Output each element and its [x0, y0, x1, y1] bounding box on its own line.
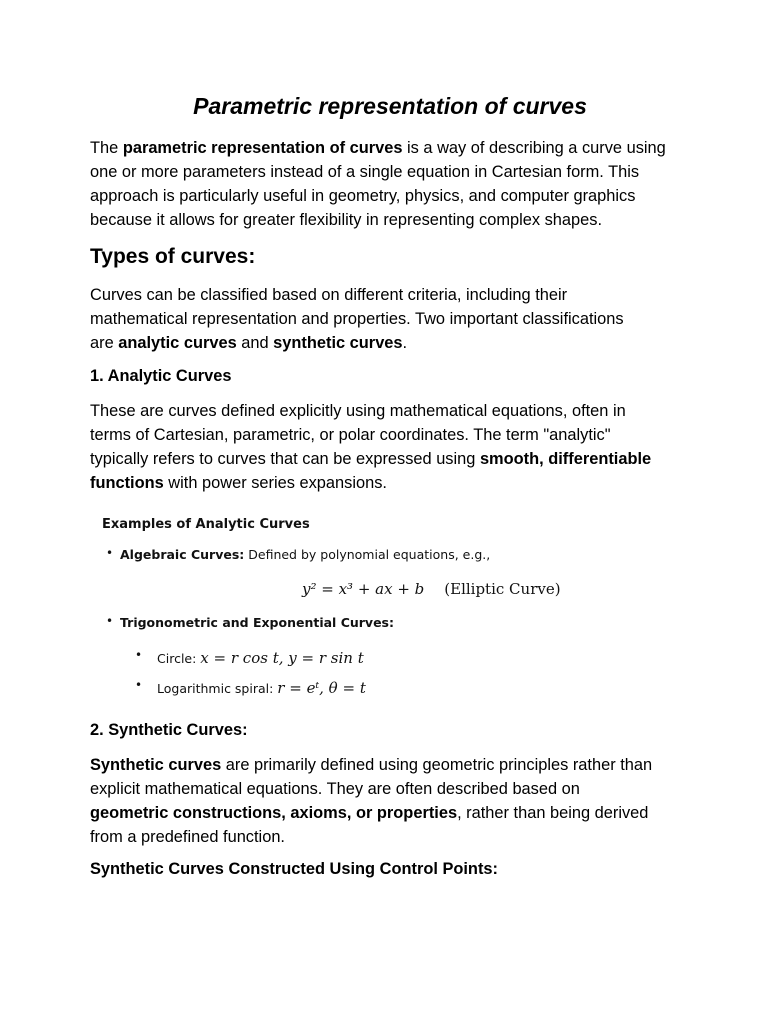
algebraic-label: Algebraic Curves:	[120, 547, 245, 562]
synthetic-heading: 2. Synthetic Curves:	[90, 721, 248, 739]
spiral-label: Logarithmic spiral:	[157, 681, 278, 696]
bullet-icon: •	[106, 546, 114, 560]
intro-text: because it allows for greater flexibility in representing complex shapes.	[90, 211, 603, 229]
types-text: mathematical representation and properties. Two important classifications	[90, 310, 624, 328]
synthetic-text: , rather than being derived	[457, 804, 649, 822]
circle-label: Circle:	[157, 651, 201, 666]
types-text: Curves can be classified based on different criteria, including their	[90, 286, 568, 304]
page-title: Parametric representation of curves	[193, 93, 587, 119]
synthetic-text: from a predefined function.	[90, 828, 285, 846]
bullet-icon: •	[135, 648, 143, 662]
example-algebraic	[106, 546, 491, 562]
analytic-heading: 1. Analytic Curves	[90, 367, 232, 385]
synthetic-bold: geometric constructions, axioms, or properties	[90, 804, 458, 822]
algebraic-text: Defined by polynomial equations, e.g.,	[244, 547, 491, 562]
intro-text: approach is particularly useful in geometry, physics, and computer graphics	[90, 187, 636, 205]
intro-bold-term: parametric representation of curves	[122, 139, 403, 157]
equation-note: (Elliptic Curve)	[444, 580, 561, 598]
example-trig	[106, 614, 394, 630]
analytic-paragraph	[90, 399, 690, 495]
elliptic-equation	[302, 580, 561, 598]
analytic-text: with power series expansions.	[163, 474, 387, 492]
example-spiral	[135, 678, 366, 697]
analytic-bold: functions	[90, 474, 164, 492]
example-circle	[135, 648, 364, 667]
bullet-icon: •	[135, 678, 143, 692]
synthetic-text: are primarily defined using geometric principles rather than	[221, 756, 653, 774]
analytic-text: typically refers to curves that can be expressed using	[90, 450, 480, 468]
types-paragraph	[90, 283, 690, 355]
types-bold-synthetic: synthetic curves	[273, 334, 403, 352]
synthetic-bold: Synthetic curves	[90, 756, 222, 774]
synthetic-text: explicit mathematical equations. They are often described based on	[90, 780, 580, 798]
spiral-equation: r = eᵗ, θ = t	[277, 679, 366, 697]
types-text: .	[402, 334, 408, 352]
intro-text: is a way of describing a curve using	[402, 139, 666, 157]
examples-heading: Examples of Analytic Curves	[102, 517, 310, 532]
circle-equation: x = r cos t, y = r sin t	[200, 649, 364, 667]
analytic-bold: smooth, differentiable	[479, 450, 652, 468]
trig-label: Trigonometric and Exponential Curves:	[120, 615, 394, 630]
types-heading: Types of curves:	[90, 245, 256, 268]
control-points-heading: Synthetic Curves Constructed Using Control Points:	[90, 860, 498, 878]
equation-math: y² = x³ + ax + b	[302, 580, 425, 598]
intro-paragraph	[90, 136, 690, 232]
analytic-text: terms of Cartesian, parametric, or polar coordinates. The term "analytic"	[90, 426, 611, 444]
examples-image	[102, 512, 662, 702]
types-text: are	[90, 334, 119, 352]
types-bold-analytic: analytic curves	[118, 334, 237, 352]
types-text: and	[236, 334, 274, 352]
analytic-text: These are curves defined explicitly using mathematical equations, often in	[90, 402, 626, 420]
bullet-icon: •	[106, 614, 114, 628]
synthetic-paragraph	[90, 753, 690, 849]
intro-text: one or more parameters instead of a single equation in Cartesian form. This	[90, 163, 640, 181]
intro-text: The	[90, 139, 123, 157]
